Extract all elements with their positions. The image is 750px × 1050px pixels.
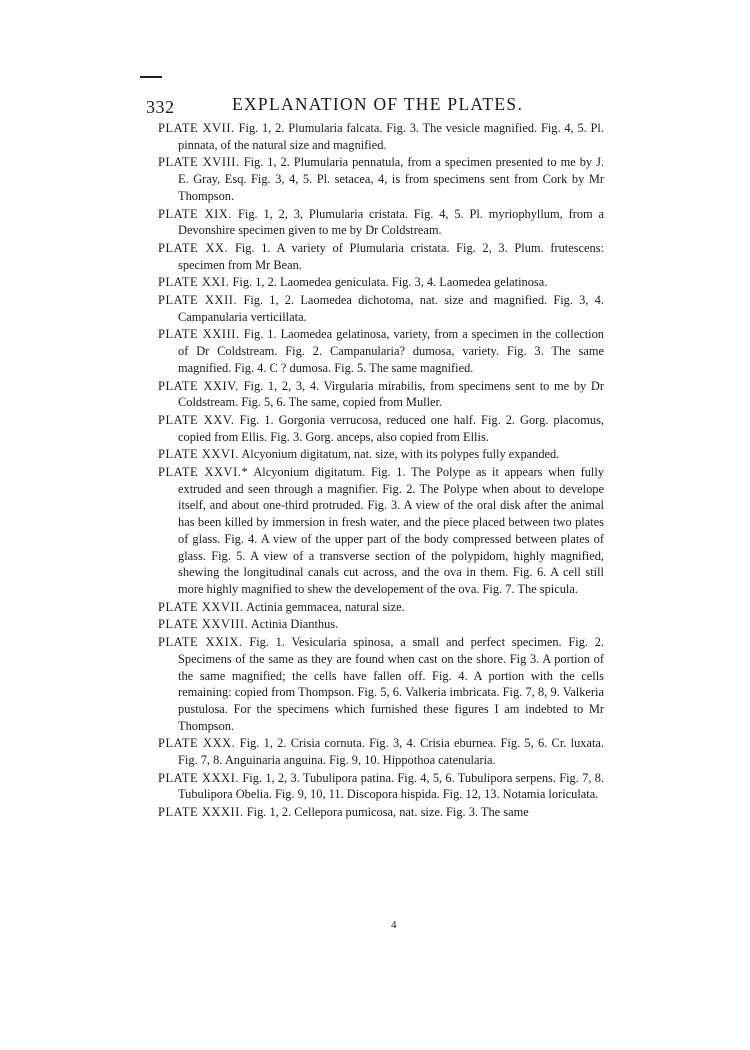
plate-description: Alcyonium digitatum, nat. size, with its polypes fully expanded. (241, 447, 560, 462)
plate-entry-xxviii (158, 616, 604, 633)
plates-list (158, 120, 604, 822)
plate-label: PLATE XXIII. (158, 327, 240, 342)
page-number: 332 (146, 97, 175, 117)
plate-entry-xxv (158, 412, 604, 445)
plate-entry-xviii (158, 154, 604, 204)
running-head: EXPLANATION OF THE PLATES. (232, 94, 524, 114)
plate-description: Fig. 1, 2. Laomedea dichotoma, nat. size and magnified. Fig. 3, 4. Campanularia verticillata. (178, 293, 604, 324)
plate-label: PLATE XXX. (158, 736, 236, 751)
plate-description: Actinia gemmacea, natural size. (246, 599, 405, 614)
plate-entry-xxii (158, 292, 604, 325)
plate-label: PLATE XXI. (158, 275, 230, 290)
plate-entry-xxix (158, 634, 604, 734)
plate-entry-xxvi (158, 446, 604, 463)
plate-label: PLATE XXXI. (158, 770, 240, 785)
plate-entry-xxvii (158, 599, 604, 616)
plate-description: Fig. 1, 2. Laomedea geniculata. Fig. 3, 4. Laomedea gelatinosa. (232, 275, 548, 290)
plate-description: Actinia Dianthus. (250, 617, 339, 632)
plate-label: PLATE XXVI. (158, 447, 239, 462)
plate-description: Fig. 1, 2, 3. Tubulipora patina. Fig. 4, 5, 6. Tubulipora serpens. Fig. 7, 8. Tubulipora Obelia. Fig. 9, 10, 11. Discopora hispida. Fig. 12, 13. Notamia loriculata. (178, 770, 604, 802)
plate-label: PLATE XIX. (158, 206, 233, 221)
signature-mark: 4 (391, 919, 397, 931)
plate-description: Fig. 1. Laomedea gelatinosa, variety, from a specimen in the collection of Dr Coldstream. Fig. 2. Campanularia? dumosa, variety. Fig. 3. The same magnified. Fig. 4. C ? dumosa. Fig. 5. The same magnified. (178, 327, 604, 375)
plate-description: Fig. 1. Vesicularia spinosa, a small and perfect specimen. Fig. 2. Specimens of the same as they are found when cast on the shore. Fig 3. A portion of the same magnified; the cells have fallen off. Fig. 4. A portion with the cells remaining: copied from Thompson. Fig. 5, 6. Valkeria imbricata. Fig. 7, 8, 9. Valkeria pustulosa. For the specimens which furnished these figures I am indebted to Mr Thompson. (178, 635, 605, 733)
plate-label: PLATE XX. (158, 240, 229, 255)
plate-entry-xxiii (158, 326, 604, 376)
plate-label: PLATE XXXII. (158, 805, 244, 820)
plate-description: Alcyonium digitatum. Fig. 1. The Polype as it appears when fully extruded and seen through a magnifier. Fig. 2. The Polype when about to develope itself, and about one-third protruded. Fig. 3. A view of the oral disk after the animal has been killed by immersion in fresh water, and the piece placed between two plates of glass. Fig. 4. A view of the upper part of the body compressed between plates of glass. Fig. 5. A view of a transverse section of the polypidom, highly magnified, shewing the longitudinal canals cut across, and the ova in them. Fig. 6. A cell still more highly magnified to shew the developement of the ova. Fig. 7. The spicula. (178, 465, 605, 596)
plate-description: Fig. 1, 2. Plumularia pennatula, from a specimen presented to me by J. E. Gray, Esq. Fig. 3, 4, 5. Pl. setacea, 4, is from specimens sent from Cork by Mr Thompson. (178, 155, 604, 203)
plate-entry-xix (158, 206, 604, 239)
plate-label: PLATE XXV. (158, 412, 235, 427)
plate-entry-xxx (158, 735, 604, 768)
plate-entry-xxxii (158, 804, 604, 821)
plate-label: PLATE XXIV. (158, 378, 239, 393)
plate-entry-xxiv (158, 378, 604, 411)
plate-description: Fig. 1. Gorgonia verrucosa, reduced one half. Fig. 2. Gorg. placomus, copied from Ellis. Fig. 3. Gorg. anceps, also copied from Ellis. (178, 412, 604, 444)
plate-description: Fig. 1. A variety of Plumularia cristata. Fig. 2, 3. Plum. frutescens: specimen from Mr Bean. (178, 240, 604, 272)
plate-entry-xxvi-star (158, 464, 604, 598)
plate-description: Fig. 1, 2. Cellepora pumicosa, nat. size. Fig. 3. The same (246, 805, 529, 820)
plate-entry-xvii (158, 120, 604, 153)
plate-label: PLATE XXVIII. (158, 617, 249, 632)
plate-label: PLATE XXII. (158, 293, 238, 308)
plate-label: PLATE XXIX. (158, 635, 243, 650)
plate-entry-xxxi (158, 770, 604, 803)
plate-description: Fig. 1, 2. Crisia cornuta. Fig. 3, 4. Crisia eburnea. Fig. 5, 6. Cr. luxata. Fig. 7, 8. Anguinaria anguina. Fig. 9, 10. Hippothoa catenularia. (178, 736, 604, 768)
plate-label: PLATE XXVI.* (158, 465, 249, 480)
plate-description: Fig. 1, 2. Plumularia falcata. Fig. 3. The vesicle magnified. Fig. 4, 5. Pl. pinnata, of the natural size and magnified. (178, 121, 604, 152)
plate-description: Fig. 1, 2, 3, 4. Virgularia mirabilis, from specimens sent to me by Dr Coldstream. Fig. 5, 6. The same, copied from Muller. (178, 378, 604, 410)
plate-entry-xxi (158, 274, 604, 291)
top-rule (140, 76, 162, 78)
plate-description: Fig. 1, 2, 3, Plumularia cristata. Fig. 4, 5. Pl. myriophyllum, from a Devonshire specimen given to me by Dr Coldstream. (178, 206, 604, 238)
plate-label: PLATE XVIII. (158, 155, 240, 170)
plate-label: PLATE XXVII. (158, 599, 244, 614)
plate-entry-xx (158, 240, 604, 273)
plate-label: PLATE XVII. (158, 121, 235, 135)
